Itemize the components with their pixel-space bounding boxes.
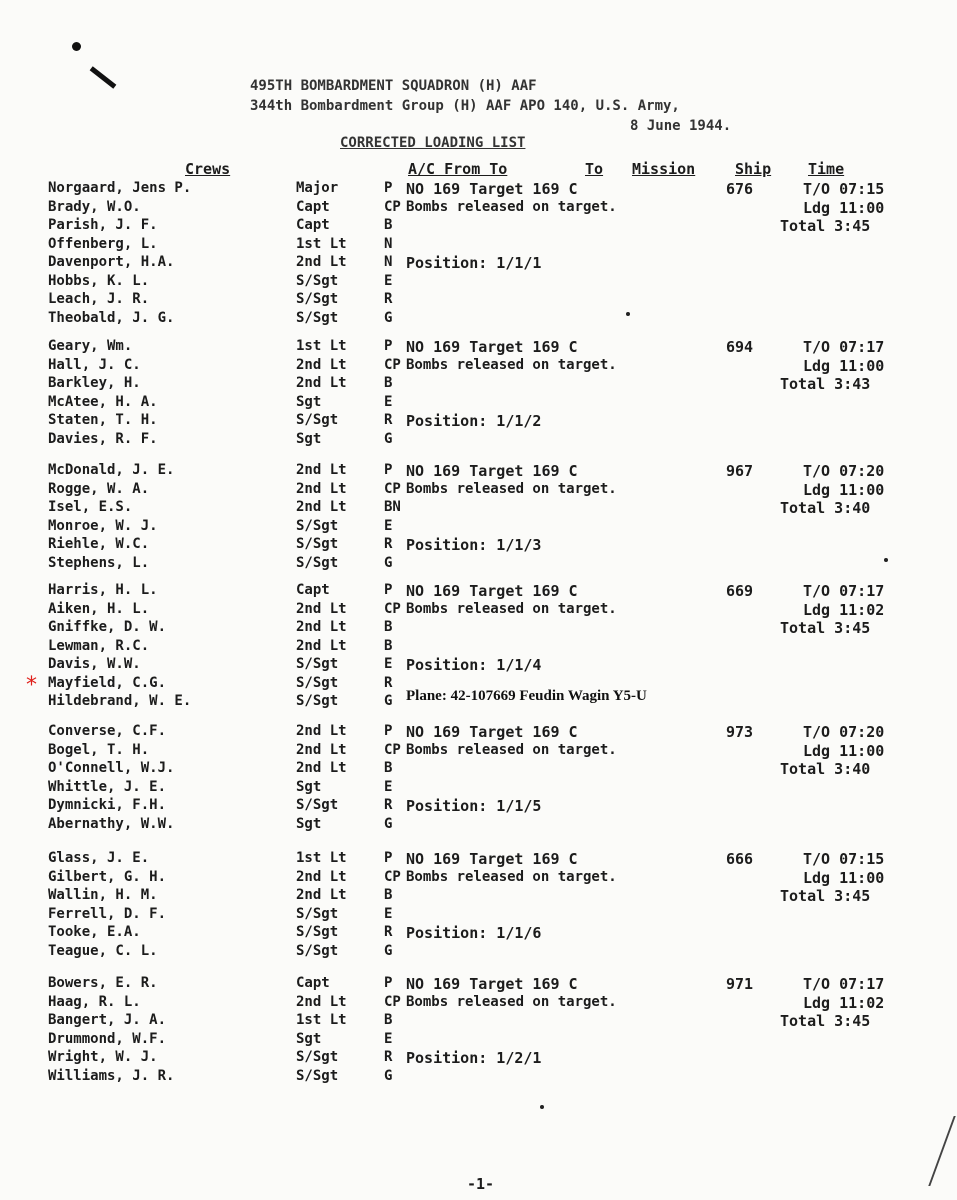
crew-name: Riehle, W.C. (48, 536, 150, 552)
crew-name: Brady, W.O. (48, 198, 141, 215)
formation-position: Position: 1/1/4 (406, 656, 542, 674)
crew-name: O'Connell, W.J. (48, 760, 175, 776)
squadron-heading: 495TH BOMBARDMENT SQUADRON (H) AAF (250, 78, 537, 94)
mission-line: NO 169 Target 169 C (406, 723, 578, 741)
crew-rank: 2nd Lt (296, 600, 347, 617)
crew-row (48, 180, 408, 198)
crew-position: P (384, 850, 393, 866)
crew-name: Ferrell, D. F. (48, 905, 167, 922)
crew-position: G (384, 309, 393, 326)
crew-row (48, 481, 408, 499)
crew-rank: S/Sgt (296, 656, 339, 672)
ship-number: 971 (726, 975, 754, 993)
crew-name: Monroe, W. J. (48, 517, 158, 534)
landing-time: Ldg 11:00 (803, 199, 885, 217)
crew-name: Lewman, R.C. (48, 637, 150, 654)
total-time: Total 3:40 (780, 760, 871, 778)
crew-name: Davies, R. F. (48, 430, 158, 447)
crew-name: Davenport, H.A. (48, 254, 175, 270)
crew-position: R (384, 536, 393, 552)
ink-speck (540, 1105, 544, 1109)
bombs-result: Bombs released on target. (406, 994, 617, 1010)
mission-line: NO 169 Target 169 C (406, 180, 578, 198)
corner-scratch (868, 1116, 955, 1186)
crew-rank: Sgt (296, 393, 322, 410)
crew-row (48, 887, 408, 905)
crew-name: Stephens, L. (48, 554, 150, 571)
crew-rank: S/Sgt (296, 924, 339, 940)
crew-rank: Capt (296, 582, 330, 598)
crew-row (48, 869, 408, 887)
takeoff-time: T/O 07:17 (803, 975, 885, 993)
takeoff-time: T/O 07:20 (803, 462, 885, 480)
crew-row (48, 375, 408, 393)
crew-rank: 2nd Lt (296, 868, 347, 885)
crew-row (48, 906, 408, 924)
crew-row (48, 693, 408, 711)
document-date: 8 June 1944. (630, 118, 732, 134)
total-time: Total 3:45 (780, 1012, 871, 1030)
total-time: Total 3:43 (780, 375, 871, 393)
crew-name: Hildebrand, W. E. (48, 693, 192, 709)
crew-position: CP (384, 198, 401, 215)
crew-position: B (384, 637, 393, 654)
takeoff-time: T/O 07:17 (803, 582, 885, 600)
crew-position: P (384, 338, 393, 354)
bombs-result: Bombs released on target. (406, 869, 617, 885)
crew-position: B (384, 1012, 393, 1028)
crew-rank: S/Sgt (296, 942, 339, 959)
crew-name: Whittle, J. E. (48, 778, 167, 795)
crew-name: Davis, W.W. (48, 656, 141, 672)
crew-rank: 2nd Lt (296, 637, 347, 654)
crew-rank: 1st Lt (296, 338, 347, 354)
crew-position: R (384, 674, 393, 691)
crew-row (48, 217, 408, 235)
crew-rank: S/Sgt (296, 517, 339, 534)
ink-dot (72, 42, 81, 51)
mission-line: NO 169 Target 169 C (406, 850, 578, 868)
crew-row (48, 723, 408, 741)
crew-position: P (384, 462, 393, 478)
takeoff-time: T/O 07:20 (803, 723, 885, 741)
takeoff-time: T/O 07:17 (803, 338, 885, 356)
ship-number: 676 (726, 180, 754, 198)
crew-position: B (384, 887, 393, 903)
crew-name: Abernathy, W.W. (48, 815, 175, 832)
crew-rank: 2nd Lt (296, 887, 347, 903)
crew-row (48, 850, 408, 868)
crew-rank: S/Sgt (296, 693, 339, 709)
crew-row (48, 1049, 408, 1067)
crew-rank: Sgt (296, 1030, 322, 1047)
column-ship: Ship (735, 160, 772, 178)
crew-position: E (384, 778, 393, 795)
mission-line: NO 169 Target 169 C (406, 582, 578, 600)
crew-name: McDonald, J. E. (48, 462, 175, 478)
crew-position: E (384, 393, 393, 410)
crew-row (48, 555, 408, 573)
crew-row (48, 499, 408, 517)
takeoff-time: T/O 07:15 (803, 180, 885, 198)
crew-rank: S/Sgt (296, 536, 339, 552)
crew-position: N (384, 254, 393, 270)
mission-line: NO 169 Target 169 C (406, 975, 578, 993)
crew-row (48, 760, 408, 778)
landing-time: Ldg 11:00 (803, 869, 885, 887)
ink-speck (884, 558, 888, 562)
crew-row (48, 816, 408, 834)
crew-row (48, 310, 408, 328)
crew-rank: Capt (296, 975, 330, 991)
bombs-result: Bombs released on target. (406, 601, 617, 617)
crew-row (48, 394, 408, 412)
crew-name: Gilbert, G. H. (48, 868, 167, 885)
crew-row (48, 656, 408, 674)
crew-row (48, 924, 408, 942)
crew-position: R (384, 291, 393, 307)
crew-row (48, 462, 408, 480)
crew-rank: 2nd Lt (296, 619, 347, 635)
crew-name: Bowers, E. R. (48, 975, 158, 991)
crew-name: Drummond, W.F. (48, 1030, 167, 1047)
crew-name: McAtee, H. A. (48, 393, 158, 410)
crew-rank: Sgt (296, 815, 322, 832)
crew-name: Aiken, H. L. (48, 600, 150, 617)
crew-name: Offenberg, L. (48, 235, 158, 252)
crew-row (48, 1031, 408, 1049)
total-time: Total 3:45 (780, 887, 871, 905)
crew-position: R (384, 412, 393, 428)
crew-row (48, 431, 408, 449)
crew-position: G (384, 1067, 393, 1084)
formation-position: Position: 1/1/5 (406, 797, 542, 815)
crew-row (48, 994, 408, 1012)
crew-row (48, 675, 408, 693)
mission-line: NO 169 Target 169 C (406, 338, 578, 356)
crew-position: CP (384, 480, 401, 497)
crew-position: N (384, 235, 393, 252)
takeoff-time: T/O 07:15 (803, 850, 885, 868)
crew-rank: Sgt (296, 430, 322, 447)
crew-rank: S/Sgt (296, 1049, 339, 1065)
crew-row (48, 357, 408, 375)
crew-row (48, 291, 408, 309)
crew-position: G (384, 430, 393, 447)
crew-row (48, 601, 408, 619)
crew-name: Hobbs, K. L. (48, 272, 150, 289)
crew-name: Leach, J. R. (48, 291, 150, 307)
crew-name: Geary, Wm. (48, 338, 133, 354)
crew-rank: 2nd Lt (296, 760, 347, 776)
crew-row (48, 536, 408, 554)
ink-tick-mark (90, 66, 117, 88)
crew-rank: 2nd Lt (296, 462, 347, 478)
crew-position: CP (384, 993, 401, 1010)
crew-row (48, 518, 408, 536)
crew-rank: 2nd Lt (296, 741, 347, 758)
crew-rank: 2nd Lt (296, 254, 347, 270)
crew-position: E (384, 517, 393, 534)
crew-rank: 2nd Lt (296, 375, 347, 391)
bombs-result: Bombs released on target. (406, 481, 617, 497)
crew-name: Haag, R. L. (48, 993, 141, 1010)
crew-position: B (384, 619, 393, 635)
crew-rank: S/Sgt (296, 272, 339, 289)
crew-row (48, 254, 408, 272)
crew-position: B (384, 760, 393, 776)
crew-row (48, 779, 408, 797)
crew-row (48, 1068, 408, 1086)
crew-name: Theobald, J. G. (48, 309, 175, 326)
crew-row (48, 1012, 408, 1030)
crew-rank: S/Sgt (296, 797, 339, 813)
landing-time: Ldg 11:02 (803, 994, 885, 1012)
ship-number: 669 (726, 582, 754, 600)
crew-rank: Sgt (296, 778, 322, 795)
crew-name: Tooke, E.A. (48, 924, 141, 940)
crew-rank: 1st Lt (296, 235, 347, 252)
crew-position: G (384, 693, 393, 709)
crew-rank: S/Sgt (296, 905, 339, 922)
crew-position: E (384, 905, 393, 922)
crew-rank: S/Sgt (296, 412, 339, 428)
crew-row (48, 338, 408, 356)
crew-rank: 2nd Lt (296, 723, 347, 739)
ship-number: 666 (726, 850, 754, 868)
formation-position: Position: 1/1/6 (406, 924, 542, 942)
bombs-result: Bombs released on target. (406, 742, 617, 758)
crew-position: CP (384, 600, 401, 617)
formation-position: Position: 1/1/2 (406, 412, 542, 430)
landing-time: Ldg 11:00 (803, 742, 885, 760)
ink-speck (626, 312, 630, 316)
crew-row (48, 273, 408, 291)
crew-position: R (384, 797, 393, 813)
crew-rank: S/Sgt (296, 1067, 339, 1084)
crew-name: Dymnicki, F.H. (48, 797, 167, 813)
crew-row (48, 638, 408, 656)
crew-name: Bangert, J. A. (48, 1012, 167, 1028)
column-mission: A/C From To (408, 160, 508, 178)
crew-name: Wallin, H. M. (48, 887, 158, 903)
landing-time: Ldg 11:02 (803, 601, 885, 619)
crew-position: E (384, 272, 393, 289)
crew-position: CP (384, 741, 401, 758)
crew-position: R (384, 1049, 393, 1065)
crew-rank: 1st Lt (296, 1012, 347, 1028)
crew-name: Gniffke, D. W. (48, 619, 167, 635)
crew-position: G (384, 554, 393, 571)
crew-name: Staten, T. H. (48, 412, 158, 428)
crew-position: P (384, 582, 393, 598)
page-number: -1- (467, 1175, 495, 1193)
crew-position: P (384, 180, 393, 196)
crew-rank: S/Sgt (296, 554, 339, 571)
ship-number: 694 (726, 338, 754, 356)
crew-rank: 2nd Lt (296, 499, 347, 515)
crew-rank: Capt (296, 198, 330, 215)
crew-rank: 2nd Lt (296, 480, 347, 497)
crew-rank: S/Sgt (296, 291, 339, 307)
crew-position: CP (384, 356, 401, 373)
landing-time: Ldg 11:00 (803, 481, 885, 499)
annotation-asterisk: * (26, 673, 37, 698)
crew-rank: 1st Lt (296, 850, 347, 866)
ship-number: 967 (726, 462, 754, 480)
formation-position: Position: 1/1/3 (406, 536, 542, 554)
crew-position: BN (384, 499, 401, 515)
crew-name: Bogel, T. H. (48, 741, 150, 758)
crew-name: Williams, J. R. (48, 1067, 175, 1084)
column-crews: Crews (185, 160, 231, 178)
crew-position: G (384, 942, 393, 959)
crew-name: Hall, J. C. (48, 356, 141, 373)
crew-name: Parish, J. F. (48, 217, 158, 233)
crew-row (48, 975, 408, 993)
formation-position: Position: 1/1/1 (406, 254, 542, 272)
crew-row (48, 943, 408, 961)
landing-time: Ldg 11:00 (803, 357, 885, 375)
crew-name: Barkley, H. (48, 375, 141, 391)
crew-name: Wright, W. J. (48, 1049, 158, 1065)
crew-row (48, 412, 408, 430)
bombs-result: Bombs released on target. (406, 357, 617, 373)
bombs-result: Bombs released on target. (406, 199, 617, 215)
crew-name: Rogge, W. A. (48, 480, 150, 497)
formation-position: Position: 1/2/1 (406, 1049, 542, 1067)
crew-row (48, 742, 408, 760)
column-mission-label: Mission (632, 160, 696, 178)
crew-rank: Major (296, 180, 339, 196)
crew-row (48, 582, 408, 600)
crew-name: Teague, C. L. (48, 942, 158, 959)
column-time: Time (808, 160, 845, 178)
crew-name: Harris, H. L. (48, 582, 158, 598)
ship-number: 973 (726, 723, 754, 741)
crew-position: G (384, 815, 393, 832)
mission-line: NO 169 Target 169 C (406, 462, 578, 480)
total-time: Total 3:40 (780, 499, 871, 517)
document-title: CORRECTED LOADING LIST (340, 135, 526, 151)
plane-annotation: Plane: 42-107669 Feudin Wagin Y5-U (406, 688, 647, 704)
total-time: Total 3:45 (780, 619, 871, 637)
crew-position: B (384, 217, 393, 233)
crew-row (48, 199, 408, 217)
crew-position: E (384, 1030, 393, 1047)
column-to: To (585, 160, 604, 178)
group-heading: 344th Bombardment Group (H) AAF APO 140, U.S. Army, (250, 98, 680, 114)
crew-name: Converse, C.F. (48, 723, 167, 739)
crew-rank: S/Sgt (296, 309, 339, 326)
crew-rank: Capt (296, 217, 330, 233)
crew-name: Mayfield, C.G. (48, 674, 167, 691)
crew-position: P (384, 975, 393, 991)
crew-position: R (384, 924, 393, 940)
crew-rank: 2nd Lt (296, 993, 347, 1010)
crew-position: P (384, 723, 393, 739)
crew-row (48, 236, 408, 254)
crew-row (48, 797, 408, 815)
crew-rank: S/Sgt (296, 674, 339, 691)
crew-position: CP (384, 868, 401, 885)
crew-row (48, 619, 408, 637)
crew-name: Isel, E.S. (48, 499, 133, 515)
crew-rank: 2nd Lt (296, 356, 347, 373)
crew-position: B (384, 375, 393, 391)
crew-name: Glass, J. E. (48, 850, 150, 866)
crew-position: E (384, 656, 393, 672)
total-time: Total 3:45 (780, 217, 871, 235)
crew-name: Norgaard, Jens P. (48, 180, 192, 196)
